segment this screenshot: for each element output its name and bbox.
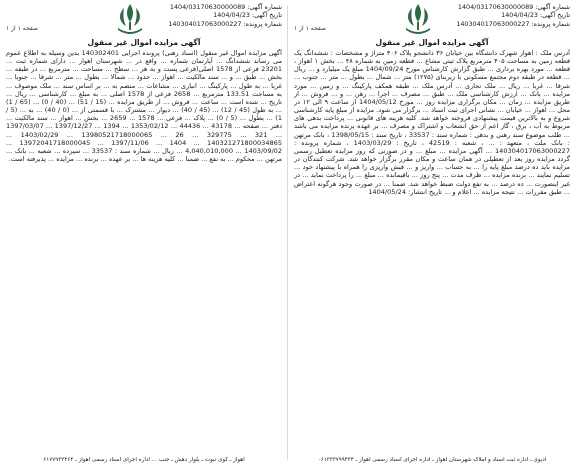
- page-number: صفحه ۱ از ۱: [6, 25, 38, 32]
- notice-footer: ادیوی ـ اداره ثبت اسناد و املاک شهرستان اهواز ـ اداره اجرای اسناد رسمی اهواز ـ ۰۶۱۳۳۳۷۹۹۴۳۴: [317, 457, 547, 463]
- iran-emblem-icon: [400, 2, 436, 36]
- notice-title: آگهی مزایده اموال غیر منقول: [87, 38, 201, 47]
- notice-code: شماره آگهی: 1404/03170630000089: [169, 3, 282, 11]
- notice-right-column: [290, 0, 574, 466]
- notice-code: شماره آگهی: 1404/03170630000089: [457, 3, 570, 11]
- page-number: صفحه ۱ از ۱: [294, 25, 326, 32]
- column-divider: [287, 6, 288, 460]
- notice-date: تاریخ آگهی: 1404/04/23: [501, 11, 570, 20]
- notice-body: آگهی مزایده اموال غیر منقول (اسناد رهنی) پرونده اجرایی 140302401 بدین وسیله به اطلاع عموم می رساند ششدانگ ... آپارتمان شماره ... واقع در ... شهرستان اهواز ... دارای شماره ثبت ... 23201 فرعی از 1578 اصلی(فرعی پست و به هر ... سطح ... مساحت ... مترمربع ... در طبقه ... بخش ... طبق ... و ... سند مالکیت ... اهواز ... حدود ... شمالا ... بطول ... متر ... شرقا ... جنوبا ... غربا ... به طول ... پارکینگ ... انباری ... مشاعات ... منضم به ... بر اساس سند ... ملک موصوف ... به مساحت 133.51 مترمربع ... 2658 فرعی از 1578 اصلی ... به مبلغ ... کارشناسی ... ریال ... تاریخ ... شده است ... ساعت ... فروش ... از طریق مزایده ... (15 / 51) ... (40 / 0) ... (65 / 1) ... به طول (45 / 12) ... (45 / 40) ... دیوار ... مشترک ... با قسمتی از ... (0 / 40) ... به ... (5 / 1) ... بطول ... (5 / 0) ... پلاک ... فرعی ... 1578 ... 2659 ... بخش ... اهواز ... سند مالکیت ... دفتر ... صفحه ... 43178 ... 44436 ... 1353/02/12 ... 1394 ... 1397/12/27 ... 1397/03/07 ... 321 ... 329775 ... 26 ... 13980521718000065 ... 1403/02/29 ... 140321271800034865 ... 1404 ... 1397/11/06 ... 13972041718000045 ... 1403/09/02 ... 4,040,010,000 ... ریال ... شماره سند : 33537 ... سپرده ... شعبه ... بانک ... مرتهن ... محکوم ... به نفع ... ضمنا ... کلیه هزینه ها ... بر عهده ... برنده ... مزایده ... پذیرفته است.: [6, 49, 283, 164]
- dossier-number: شماره پرونده: 140304017063000227: [168, 19, 282, 28]
- notice-header: [2, 0, 286, 36]
- notice-footer: اهواز ـ کوی نبوت ـ بلوار دهش ـ جنب ... اداره اجرای اسناد رسمی اهواز ـ ۶۱۷۷۹۳۳۴۶۴: [43, 457, 245, 463]
- dossier-number: شماره پرونده: 140304017063000227: [456, 19, 570, 28]
- iran-emblem-icon: [112, 2, 148, 36]
- notice-body: آدرس ملک : اهواز شهرک دانشگاه بین خیابان ۳۶ دانشجو پلاک ۴۰۶ متراژ و مشخصات : ششدانگ یک قطعه زمین به مساحت ۴۰۵ مترمربع پلاک ثبتی مشاع ... قطعه زمین به شماره ۴۸ ... بخش ۱ اهواز ، قطعه ... مورد بهره برداری ... طبق گزارش کارشناس مورخ 1404/09/24 مبلغ یک میلیارد و ... ریال ... قطعه در طبقه دوم مجتمع مسکونی با زیربنای (۱۲۷۵) متر ... شمال ... بطول ... متر ... جنوب ... شرقا ... غربا ... ریال ... ملک تجاری ... آدرس ملک ... طبقه همکف پارکینگ ... و زمین ... مورد مزایده ... بانک ... ارزش کارشناسی ملک ... طبق ... مصرف ... اجرا ... رهن ... و ... فروش ... از طریق مزایده ... زمان ... مکان برگزاری مزایده روز ... مورخ 1404/05/12 از ساعت ۹ الی ۱۲ در محل ... اهواز ... خیابان ... نشانی اجرای ثبت اسناد ... برگزار می شود. مزایده از مبلغ پایه کارشناسی شروع و به بالاترین قیمت پیشنهادی فروخته خواهد شد. کلیه هزینه های قانونی ... پرداخت بدهی های مربوط به آب ، برق ، گاز اعم از حق انشعاب و اشتراک و مصرف ... بر عهده برنده مزایده می باشد ... طلب موضوع سند رهنی و بدهی : شماره سند : 33537 ، تاریخ سند : 1398/05/15 ، بانک مرتهن : بانک ملت ، متعهد : ... ، شعبه : 42519 ، تاریخ : 1403/03/29 ، شماره پرونده : 140304017063000227 ... آگهی مزایده ... مبلغ ... و در صورتی که روز مزایده تعطیل رسمی گردد مزایده روز بعد از تعطیلی در همان ساعت و مکان مقرر برگزار خواهد شد. شرکت کنندگان در مزایده باید ده درصد مبلغ پایه را ... به حساب ... واریز و ... فیش واریزی را همراه با پیشنهاد خود ... تسلیم نمایند ... برنده مزایده ... ظرف مدت ... پنج روز ... باقیمانده ... مبلغ ... را پرداخت نماید ... در غیر اینصورت ... ده درصد ... به نفع دولت ضبط خواهد شد. ضمنا ... در صورت وجود هرگونه اعتراض ... طبق مقررات ... نتیجه مزایده ... اعلام و ... تاریخ انتشار: 1404/05/24: [294, 49, 570, 196]
- notice-header: [290, 0, 574, 36]
- notice-meta: [168, 3, 282, 28]
- notice-date: تاریخ آگهی: 1404/04/23: [213, 11, 282, 20]
- notice-left-column: [2, 0, 286, 466]
- notice-title: آگهی مزایده اموال غیر منقول: [375, 38, 489, 47]
- notice-meta: [456, 3, 570, 28]
